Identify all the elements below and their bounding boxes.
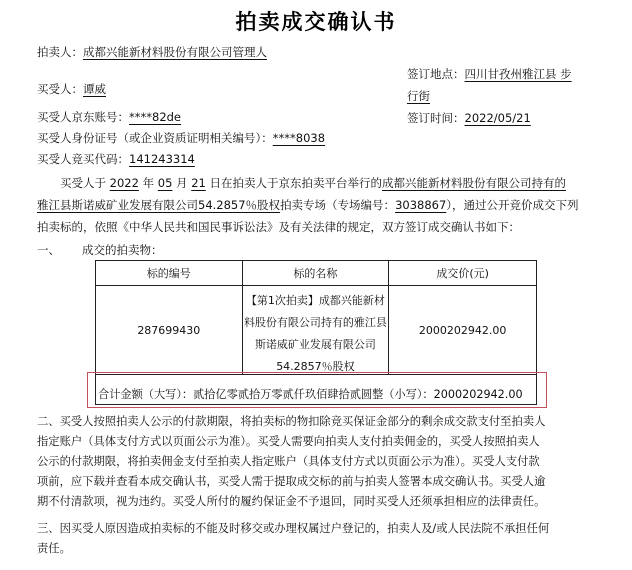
section-2 <box>37 412 597 512</box>
intro-day: 21 <box>191 176 206 190</box>
intro-month: 05 <box>157 176 173 190</box>
item-name-cell <box>242 286 389 375</box>
item-name: 【第1次拍卖】成都兴能新材料股份有限公司持有的雅江县斯诺威矿业发展有限公司54.2857％股权 <box>243 294 387 373</box>
sign-time-field <box>407 110 531 126</box>
jd-account-label: 买受人京东账号： <box>37 110 129 124</box>
buyer-label: 买受人： <box>37 82 83 96</box>
seller-field <box>37 44 267 60</box>
highlight-box <box>87 372 547 408</box>
id-number-label: 买受人身份证号（或企业资质证明相关编号）： <box>37 131 273 145</box>
header-item-id: 标的编号 <box>96 261 243 286</box>
id-number-value: ****8038 <box>272 131 326 145</box>
jd-account-value: ****82de <box>129 110 182 124</box>
section-3-line: 责任。 <box>37 542 71 555</box>
section-2-line: 公示的付款期限，将拍卖佣金支付至拍卖人指定账户（具体支付方式以页面公示为准）。买受人支付款 <box>37 455 540 468</box>
bid-code-field <box>37 151 195 167</box>
intro-text: 拍卖专场（专场编号： <box>280 198 396 212</box>
id-number-field <box>37 130 325 146</box>
intro-text: ），通过公开竞价成交下列 <box>446 198 579 212</box>
buyer-value: 谭威 <box>83 82 106 96</box>
sign-place-value: 四川甘孜州雅江县 步 <box>464 67 572 81</box>
auction-session-name: 成都兴能新材料股份有限公司持有的 <box>382 176 566 190</box>
bid-code-label: 买受人竞买代码： <box>37 152 129 166</box>
header-price: 成交价(元) <box>389 261 537 286</box>
section-number: 一、 <box>37 243 60 257</box>
session-number: 3038867 <box>395 198 447 212</box>
section-2-line: 二、买受人按照拍卖人公示的付款期限，将拍卖标的物扣除竞买保证金部分的剩余成交款支付至拍卖人 <box>37 415 546 428</box>
intro-text: 月 <box>176 176 188 190</box>
document-title: 拍卖成交确认书 <box>235 10 397 34</box>
intro-text: 年 <box>142 176 155 190</box>
intro-line-1 <box>60 175 566 191</box>
header-item-name: 标的名称 <box>242 261 389 286</box>
section-1-heading <box>37 242 163 258</box>
intro-line-3: 拍卖标的，依照《中华人民共和国民事诉讼法》及有关法律的规定，双方签订成交确认书如下： <box>37 220 520 234</box>
jd-account-field <box>37 109 181 125</box>
sign-place-label: 签订地点： <box>407 67 465 81</box>
section-3 <box>37 519 597 559</box>
section-2-line: 指定账户（具体支付方式以页面公示为准）。买受人需要向拍卖人支付拍卖佣金的，买受人按照拍卖人 <box>37 435 540 448</box>
section-2-line: 期不付清款项，视为违约。买受人所付的履约保证金不予退回，同时买受人还须承担相应的法律责任。 <box>37 495 546 508</box>
sign-time-value: 2022/05/21 <box>464 111 531 125</box>
bid-code-value: 141243314 <box>129 152 195 166</box>
sign-time-label: 签订时间： <box>407 111 465 125</box>
section-title: 成交的拍卖物： <box>82 243 163 257</box>
item-price: 2000202942.00 <box>389 286 537 375</box>
intro-line-2 <box>37 197 579 213</box>
table-header-row <box>96 261 537 286</box>
sign-place-field <box>407 66 572 82</box>
section-3-line: 三、因买受人原因造成拍卖标的不能及时移交或办理权属过户登记的，拍卖人及/或人民法院不承担任何 <box>37 522 550 535</box>
intro-year: 2022 <box>109 176 139 190</box>
item-id: 287699430 <box>96 286 243 375</box>
auction-session-name-cont: 雅江县斯诺威矿业发展有限公司54.2857％股权 <box>37 198 281 212</box>
intro-text: 日在拍卖人于京东拍卖平台举行的 <box>209 176 382 190</box>
total-amount: 合计金额（大写）：贰拾亿零贰拾万零贰仟玖佰肆拾贰圆整（小写）：2000202942.00 <box>96 375 537 405</box>
buyer-field <box>37 81 106 97</box>
seller-value: 成都兴能新材料股份有限公司管理人 <box>83 45 267 59</box>
table-row <box>96 286 537 375</box>
sign-place-value-cont: 行街 <box>407 89 430 103</box>
sign-place-field-cont <box>407 88 430 104</box>
section-2-line: 项前，应下载并查看本成交确认书，买受人需于提取成交标的前与拍卖人签署本成交确认书。买受人逾 <box>37 475 546 488</box>
intro-text: 买受人于 <box>60 176 106 190</box>
seller-label: 拍卖人： <box>37 45 83 59</box>
